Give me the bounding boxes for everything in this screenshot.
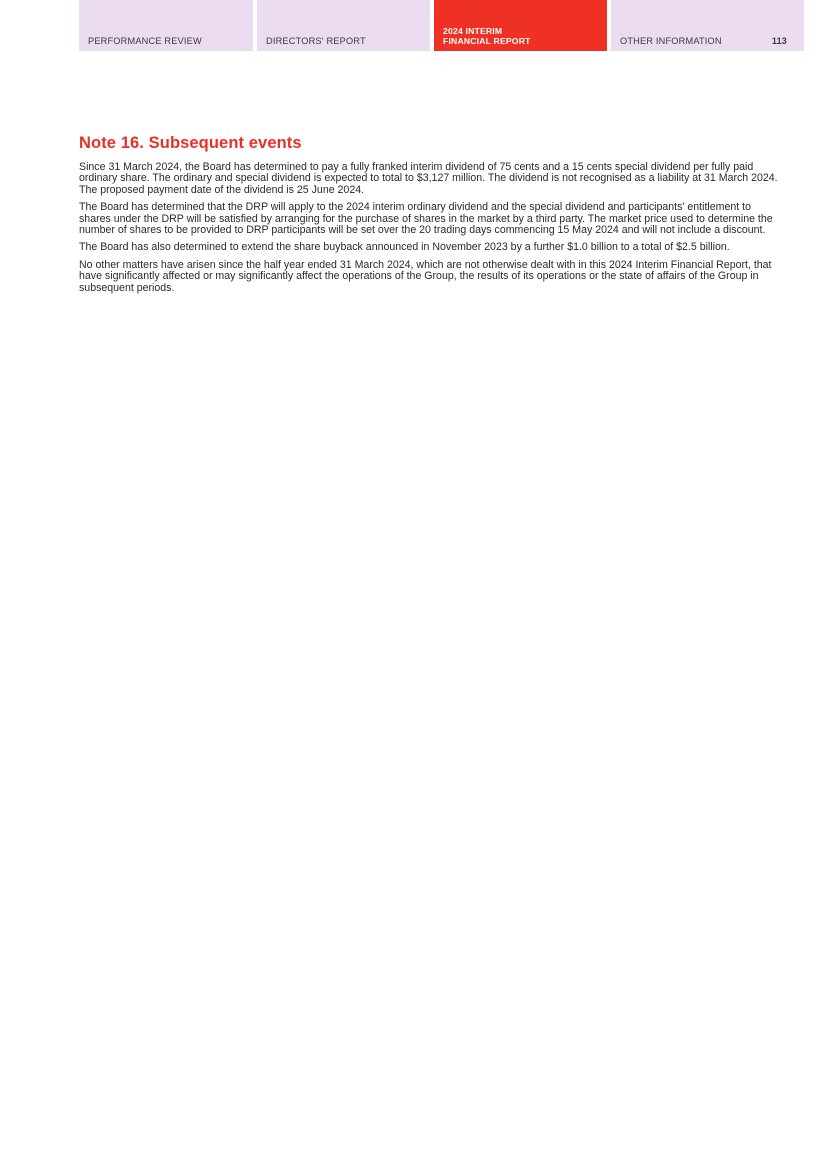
page-number: 113: [771, 36, 787, 46]
tab-performance-review[interactable]: [79, 0, 253, 51]
note-title: Note 16. Subsequent events: [79, 134, 302, 152]
tab-label: OTHER INFORMATION: [620, 36, 722, 46]
note-paragraph: The Board has also determined to extend the share buyback announced in November 2023 by a further $1.0 billion to a total of $2.5 billion.: [79, 241, 730, 254]
section-nav: [79, 0, 804, 51]
tab-label: 2024 INTERIM FINANCIAL REPORT: [443, 26, 531, 46]
tab-interim-financial-report[interactable]: [434, 0, 607, 51]
tab-label: DIRECTORS' REPORT: [266, 36, 366, 46]
tab-directors-report[interactable]: [257, 0, 430, 51]
tab-other-information[interactable]: [611, 0, 804, 51]
note-paragraph: The Board has determined that the DRP will apply to the 2024 interim ordinary dividend and the special dividend and participants' entitlement to shares under the DRP will be satisfied by arranging for the purchase of shares in the market by a third party. The market price used to determine the number of shares to be provided to DRP participants will be set over the 20 trading days commencing 15 May 2024 and will not include a discount.: [79, 201, 773, 237]
note-paragraph: Since 31 March 2024, the Board has determined to pay a fully franked interim dividend of 75 cents and a 15 cents special dividend per fully paid ordinary share. The ordinary and special dividend is expected to total to $3,127 million. The dividend is not recognised as a liability at 31 March 2024. The proposed payment date of the dividend is 25 June 2024.: [79, 161, 778, 196]
tab-label: PERFORMANCE REVIEW: [88, 36, 202, 46]
note-section: [79, 134, 785, 300]
note-paragraph: No other matters have arisen since the half year ended 31 March 2024, which are not otherwise dealt with in this 2024 Interim Financial Report, that have significantly affected or may significantly affect the operations of the Group, the results of its operations or the state of affairs of the Group in subsequent periods.: [79, 258, 772, 294]
